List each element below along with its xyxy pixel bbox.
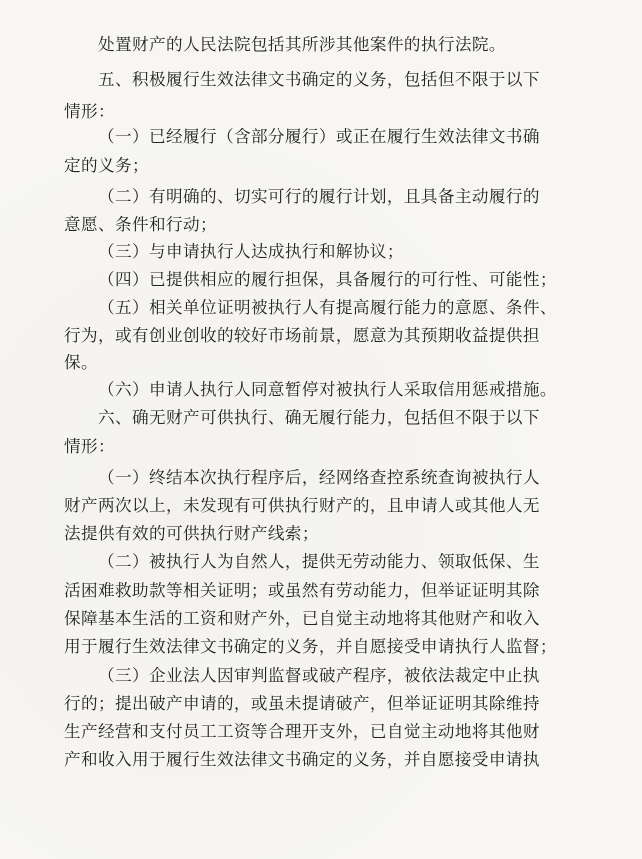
text-line: 产和收入用于履行生效法律文书确定的义务，并自愿接受申请执: [64, 750, 540, 769]
text-line: 处置财产的人民法院包括其所涉其他案件的执行法院。: [98, 35, 506, 54]
text-line: 法提供有效的可供执行财产线索；: [64, 524, 319, 543]
text-line: 保障基本生活的工资和财产外，已自觉主动地将其他财产和收入: [64, 609, 540, 628]
text-line: 定的义务；: [64, 156, 149, 175]
text-line: 行为，或有创业创收的较好市场前景，愿意为其预期收益提供担: [64, 326, 540, 345]
text-line: （三）与申请执行人达成执行和解协议；: [98, 242, 404, 261]
text-line: （五）相关单位证明被执行人有提高履行能力的意愿、条件、: [98, 298, 557, 317]
text-line: 行的；提出破产申请的，或虽未提请破产，但举证证明其除维持: [64, 694, 540, 713]
text-line: 活困难救助款等相关证明；或虽然有劳动能力，但举证证明其除: [64, 581, 540, 600]
text-line: （三）企业法人因审判监督或破产程序，被依法裁定中止执: [98, 666, 540, 685]
text-line: 情形：: [64, 437, 115, 456]
text-line: 五、积极履行生效法律文书确定的义务，包括但不限于以下: [98, 70, 540, 89]
text-line: （一）已经履行（含部分履行）或正在履行生效法律文书确: [98, 127, 540, 146]
text-line: 生产经营和支付员工工资等合理开支外，已自觉主动地将其他财: [64, 722, 540, 741]
text-line: 财产两次以上，未发现有可供执行财产的，且申请人或其他人无: [64, 496, 540, 515]
text-line: （一）终结本次执行程序后，经网络查控系统查询被执行人: [98, 468, 540, 487]
text-line: （四）已提供相应的履行担保，具备履行的可行性、可能性；: [98, 270, 557, 289]
text-line: 六、确无财产可供执行、确无履行能力，包括但不限于以下: [98, 408, 540, 427]
text-line: 意愿、条件和行动；: [64, 215, 217, 234]
text-line: （二）有明确的、切实可行的履行计划，且具备主动履行的: [98, 187, 540, 206]
text-line: 用于履行生效法律文书确定的义务，并自愿接受申请执行人监督；: [64, 637, 557, 656]
text-line: 保。: [64, 353, 98, 372]
text-line: 情形：: [64, 102, 115, 121]
text-line: （二）被执行人为自然人，提供无劳动能力、领取低保、生: [98, 552, 540, 571]
text-line: （六）申请人执行人同意暂停对被执行人采取信用惩戒措施。: [98, 380, 557, 399]
